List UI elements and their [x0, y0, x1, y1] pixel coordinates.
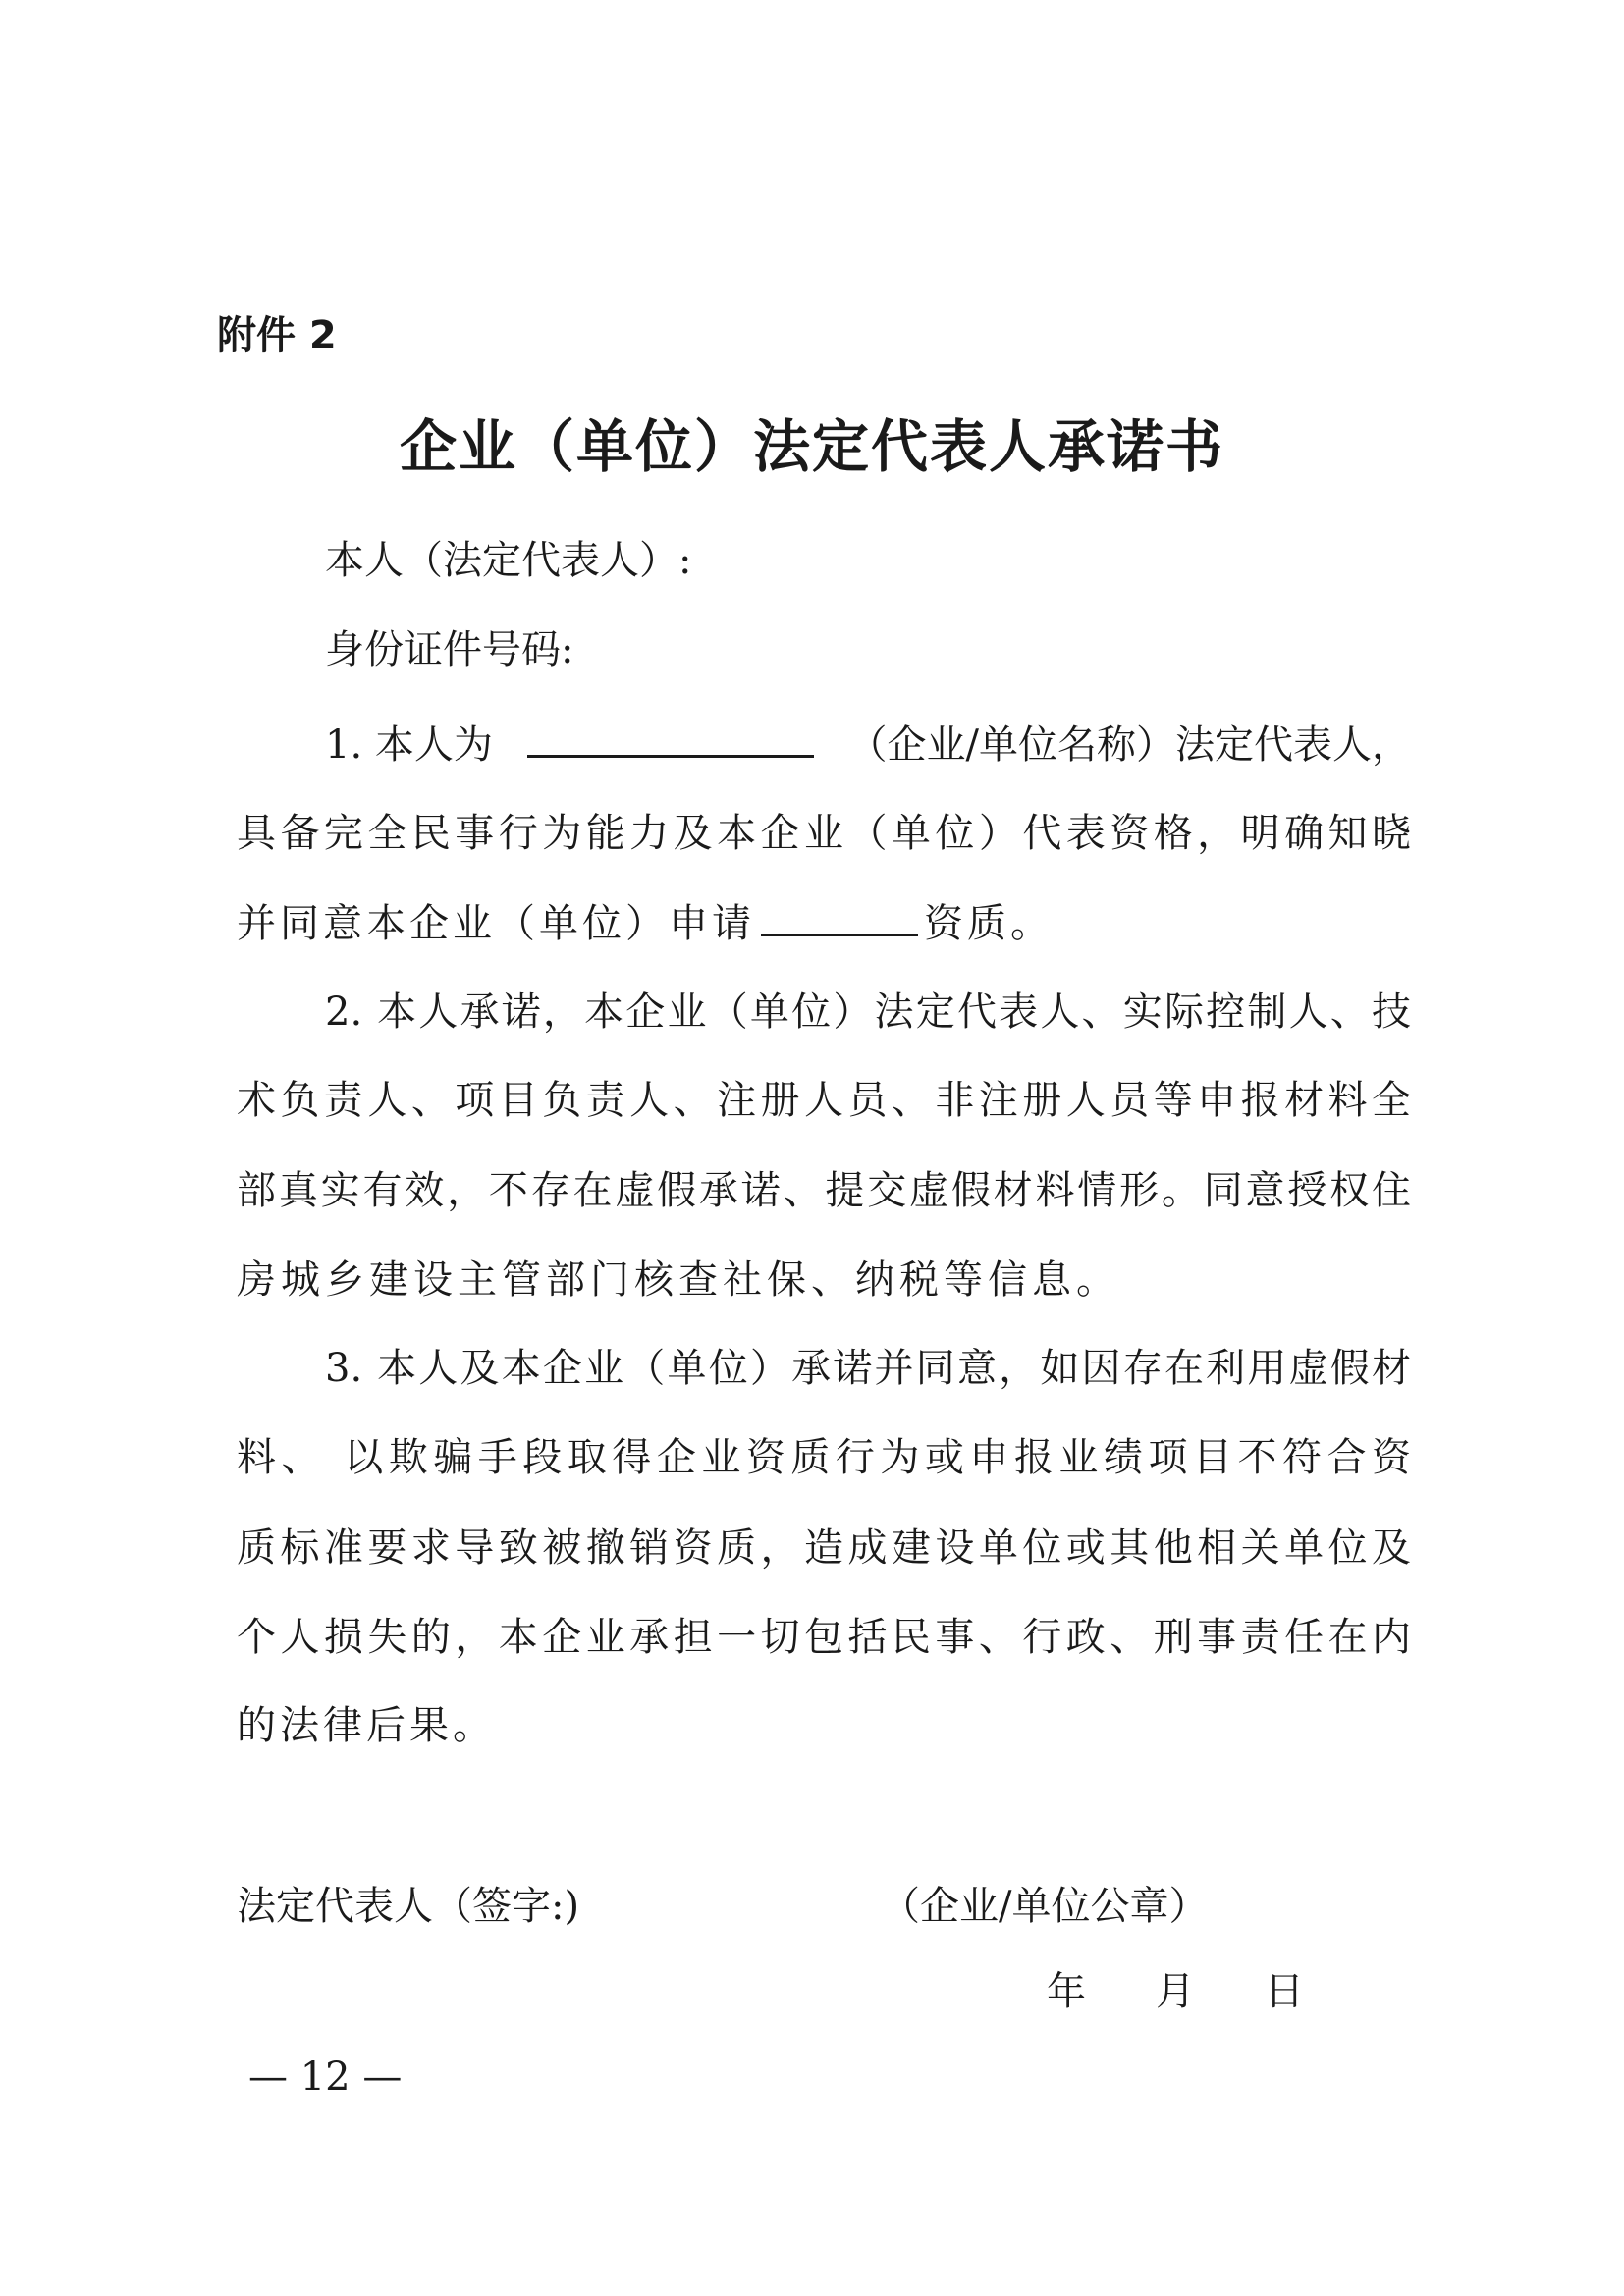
- clause-2-line-3: 部真实有效，不存在虚假承诺、提交虚假材料情形。同意授权住: [237, 1168, 1411, 1213]
- representative-signature-label: 法定代表人（签字:): [237, 1884, 580, 1929]
- clause-3-line-5: 的法律后果。: [237, 1703, 496, 1748]
- document-title: 企业（单位）法定代表人承诺书: [399, 413, 1224, 480]
- clause-3-line-4: 个人损失的，本企业承担一切包括民事、行政、刑事责任在内: [237, 1615, 1411, 1660]
- clause-1-line-1: [325, 720, 1411, 769]
- legal-representative-field: 本人（法定代表人）:: [325, 538, 692, 583]
- id-number-field: 身份证件号码:: [325, 627, 574, 672]
- company-seal-label: （企业/单位公章）: [881, 1884, 1209, 1929]
- date-year-label: 年: [1047, 1969, 1086, 2014]
- date-day-label: 日: [1265, 1969, 1304, 2014]
- clause-1-company-suffix: （企业/单位名称）法定代表人，: [847, 722, 1411, 768]
- page-number: — 12 —: [248, 2055, 403, 2100]
- clause-1-line-3: [237, 898, 1054, 947]
- clause-3-line-2: 料、 以欺骗手段取得企业资质行为或申报业绩项目不符合资: [237, 1435, 1411, 1480]
- date-month-label: 月: [1156, 1969, 1195, 2014]
- clause-1-intro: 1. 本人为: [325, 722, 493, 768]
- clause-1-line-2: 具备完全民事行为能力及本企业（单位）代表资格，明确知晓: [237, 811, 1411, 856]
- qualification-blank: [761, 898, 918, 936]
- clause-1-apply-text: 并同意本企业（单位）申请: [237, 901, 755, 946]
- clause-3-line-3: 质标准要求导致被撤销资质，造成建设单位或其他相关单位及: [237, 1525, 1411, 1571]
- clause-2-line-2: 术负责人、项目负责人、注册人员、非注册人员等申报材料全: [237, 1078, 1411, 1123]
- clause-2-line-1: 2. 本人承诺，本企业（单位）法定代表人、实际控制人、技: [325, 989, 1411, 1035]
- clause-2-line-4: 房城乡建设主管部门核查社保、纳税等信息。: [237, 1257, 1120, 1303]
- company-name-blank: [527, 720, 814, 758]
- clause-1-qualification-suffix: 资质。: [924, 901, 1054, 946]
- attachment-label: 附件 2: [217, 313, 337, 358]
- clause-3-line-1: 3. 本人及本企业（单位）承诺并同意，如因存在利用虚假材: [325, 1346, 1411, 1391]
